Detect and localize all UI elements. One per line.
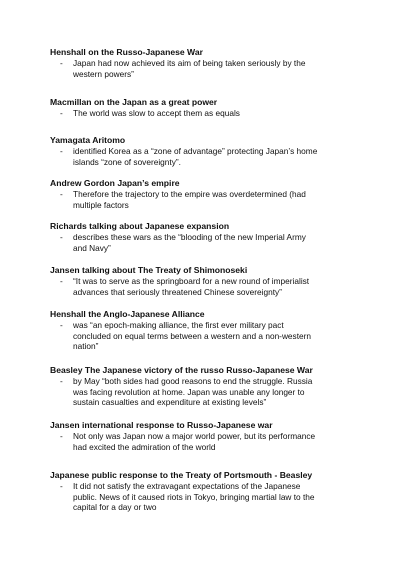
bullet-item (50, 481, 350, 513)
bullet-dash: - (60, 232, 63, 242)
bullet-item (50, 189, 350, 210)
bullet-line: by May “both sides had good reasons to end the struggle. Russia (73, 376, 313, 386)
section-heading: Beasley The Japanese victory of the russo Russo-Japanese War (50, 365, 313, 375)
note-section-jansen-international (50, 420, 350, 452)
section-heading: Henshall on the Russo-Japanese War (50, 47, 203, 57)
bullet-item (50, 320, 350, 352)
note-section-richards (50, 221, 350, 253)
bullet-line: Therefore the trajectory to the empire was overdetermined (had (73, 189, 306, 199)
bullet-line: “It was to serve as the springboard for a new round of imperialist (73, 276, 310, 286)
bullet-item (50, 58, 350, 79)
bullet-line: The world was slow to accept them as equals (73, 108, 240, 118)
note-section-beasley-victory (50, 365, 350, 408)
bullet-dash: - (60, 108, 63, 118)
note-section-henshall-alliance (50, 309, 350, 352)
bullet-line: identified Korea as a “zone of advantage” protecting Japan’s home (73, 146, 318, 156)
bullet-item (50, 431, 350, 452)
bullet-item (50, 146, 350, 167)
note-section-jansen-shimonoseki (50, 265, 350, 297)
bullet-dash: - (60, 320, 63, 330)
bullet-line: Japan had now achieved its aim of being taken seriously by the (73, 58, 306, 68)
note-section-gordon (50, 178, 350, 210)
bullet-line: Not only was Japan now a major world power, but its performance (73, 431, 316, 441)
bullet-line: islands “zone of sovereignty”. (73, 156, 181, 167)
bullet-line: sustain casualties and expenditure at existing levels” (73, 397, 267, 408)
section-heading: Yamagata Aritomo (50, 135, 126, 145)
bullet-line: had excited the admiration of the world (73, 441, 216, 452)
bullet-line: was facing revolution at home. Japan was unable any longer to (73, 386, 305, 397)
bullet-dash: - (60, 481, 63, 491)
bullet-dash: - (60, 146, 63, 156)
bullet-item (50, 376, 350, 408)
bullet-dash: - (60, 376, 63, 386)
bullet-line: capital for a day or two (73, 502, 157, 513)
bullet-item (50, 232, 350, 253)
bullet-line: nation” (73, 341, 99, 352)
bullet-line: It did not satisfy the extravagant expectations of the Japanese (73, 481, 301, 491)
note-section-henshall-war (50, 47, 350, 79)
bullet-item (50, 276, 350, 297)
section-heading: Jansen international response to Russo-Japanese war (50, 420, 273, 430)
note-section-macmillan (50, 97, 350, 119)
bullet-line: multiple factors (73, 199, 129, 210)
bullet-dash: - (60, 431, 63, 441)
note-section-yamagata (50, 135, 350, 167)
section-heading: Andrew Gordon Japan’s empire (50, 178, 180, 188)
bullet-line: concluded on equal terms between a western and a non-western (73, 330, 311, 341)
section-heading: Richards talking about Japanese expansion (50, 221, 230, 231)
bullet-line: advances that seriously threatened Chinese sovereignty” (73, 286, 282, 297)
section-heading: Japanese public response to the Treaty of Portsmouth - Beasley (50, 470, 313, 480)
section-heading: Jansen talking about The Treaty of Shimonoseki (50, 265, 248, 275)
bullet-dash: - (60, 276, 63, 286)
note-section-portsmouth (50, 470, 350, 513)
bullet-dash: - (60, 58, 63, 68)
bullet-dash: - (60, 189, 63, 199)
bullet-line: describes these wars as the “blooding of the new Imperial Army (73, 232, 306, 242)
bullet-line: was “an epoch-making alliance, the first ever military pact (73, 320, 284, 330)
section-heading: Henshall the Anglo-Japanese Alliance (50, 309, 205, 319)
bullet-line: western powers” (73, 68, 134, 79)
bullet-item (50, 108, 350, 119)
bullet-line: and Navy” (73, 242, 111, 253)
section-heading: Macmillan on the Japan as a great power (50, 97, 218, 107)
bullet-line: public. News of it caused riots in Tokyo, bringing martial law to the (73, 491, 315, 502)
